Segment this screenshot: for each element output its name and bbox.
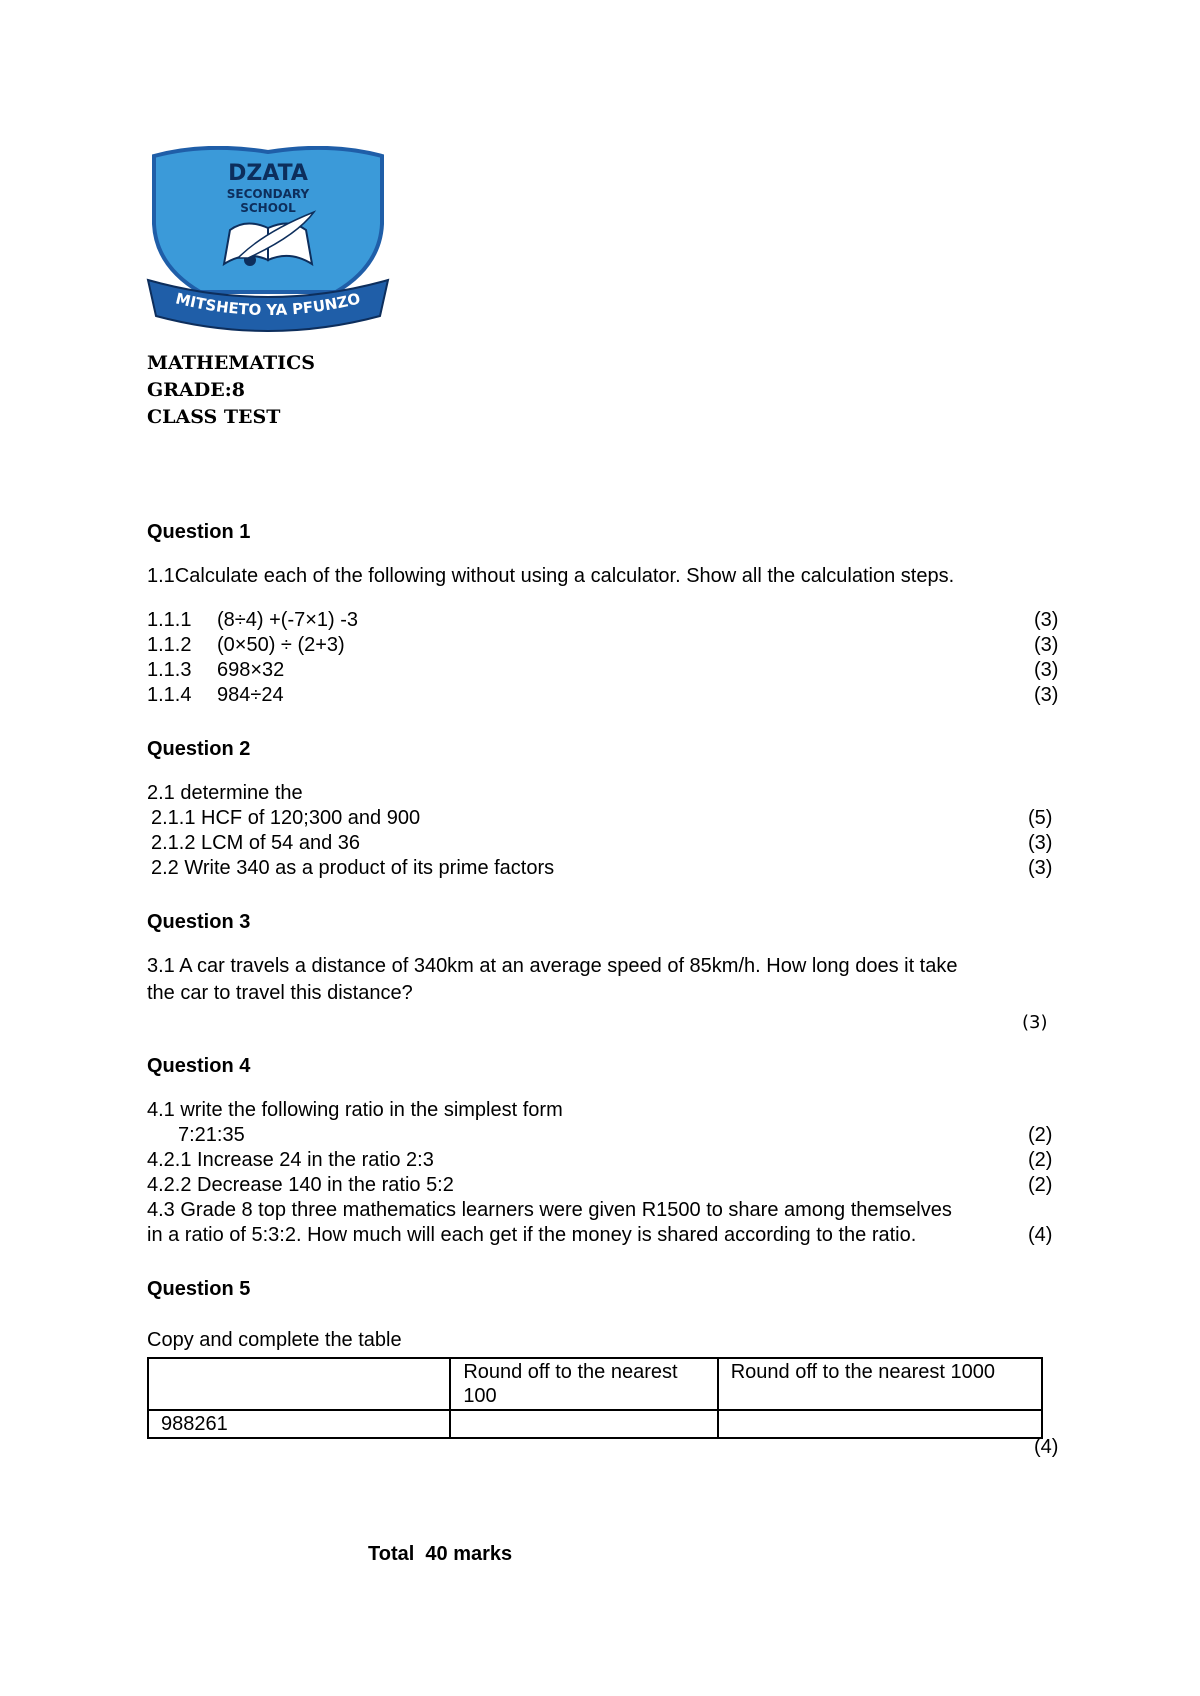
mark-1-1-3: (3) bbox=[1034, 659, 1059, 681]
question-3-line-1: 3.1 A car travels a distance of 340km at an average speed of 85km/h. How long does it take bbox=[147, 955, 958, 977]
mark-4-2-2: (2) bbox=[1028, 1174, 1053, 1196]
question-4-2-1: 4.2.1 Increase 24 in the ratio 2:3 bbox=[147, 1149, 434, 1171]
test-type: CLASS TEST bbox=[147, 406, 281, 428]
mark-2-1-1: (5) bbox=[1028, 807, 1053, 829]
table-header-cell: Round off to the nearest 100 bbox=[450, 1358, 717, 1410]
question-5-title: Question 5 bbox=[147, 1278, 251, 1300]
question-2-1-1: 2.1.1 HCF of 120;300 and 900 bbox=[151, 807, 421, 829]
mark-1-1-2: (3) bbox=[1034, 634, 1059, 656]
table-header-row bbox=[148, 1358, 1042, 1410]
question-2-1-2: 2.1.2 LCM of 54 and 36 bbox=[151, 832, 361, 854]
question-1-1-2: 1.1.2 (0×50) ÷ (2+3) bbox=[147, 634, 345, 656]
logo-line3: SCHOOL bbox=[240, 201, 296, 215]
question-4-3-line-2: in a ratio of 5:3:2. How much will each get if the money is shared according to the ratio. bbox=[147, 1224, 917, 1246]
mark-2-2: (3) bbox=[1028, 857, 1053, 879]
question-5-intro: Copy and complete the table bbox=[147, 1329, 402, 1351]
question-4-2-2: 4.2.2 Decrease 140 in the ratio 5:2 bbox=[147, 1174, 454, 1196]
question-2-intro: 2.1 determine the bbox=[147, 782, 303, 804]
question-1-1-3: 1.1.3 698×32 bbox=[147, 659, 285, 681]
question-1-intro: 1.1Calculate each of the following without using a calculator. Show all the calculation steps. bbox=[147, 565, 955, 587]
question-3-title: Question 3 bbox=[147, 911, 251, 933]
table-header-cell bbox=[148, 1358, 450, 1410]
question-1-1-1: 1.1.1 (8÷4) +(-7×1) -3 bbox=[147, 609, 359, 631]
mark-5: (4) bbox=[1034, 1436, 1059, 1458]
mark-1-1-4: (3) bbox=[1034, 684, 1059, 706]
logo-line2: SECONDARY bbox=[226, 187, 310, 201]
mark-4-1: (2) bbox=[1028, 1124, 1053, 1146]
question-4-1-ratio: 7:21:35 bbox=[178, 1124, 245, 1146]
logo-name: DZATA bbox=[228, 161, 308, 186]
logo-motto: MITSHETO YA PFUNZO bbox=[173, 289, 363, 320]
school-logo bbox=[146, 146, 390, 332]
question-2-2: 2.2 Write 340 as a product of its prime factors bbox=[151, 857, 555, 879]
test-header bbox=[147, 350, 315, 431]
table-cell bbox=[450, 1410, 717, 1438]
mark-3-1: (3) bbox=[1022, 1012, 1048, 1033]
grade-label: GRADE:8 bbox=[147, 379, 245, 401]
table-cell bbox=[718, 1410, 1042, 1438]
mark-1-1-1: (3) bbox=[1034, 609, 1059, 631]
table-row bbox=[148, 1410, 1042, 1438]
mark-4-2-1: (2) bbox=[1028, 1149, 1053, 1171]
table-cell: 988261 bbox=[148, 1410, 450, 1438]
mark-2-1-2: (3) bbox=[1028, 832, 1053, 854]
subject-title: MATHEMATICS bbox=[147, 352, 315, 374]
question-1-1-4: 1.1.4 984÷24 bbox=[147, 684, 284, 706]
total-marks: Total 40 marks bbox=[368, 1543, 513, 1565]
question-4-intro: 4.1 write the following ratio in the simplest form bbox=[147, 1099, 563, 1121]
question-1-title: Question 1 bbox=[147, 521, 251, 543]
question-2-title: Question 2 bbox=[147, 738, 251, 760]
mark-4-3: (4) bbox=[1028, 1224, 1053, 1246]
question-4-3-line-1: 4.3 Grade 8 top three mathematics learners were given R1500 to share among themselves bbox=[147, 1199, 952, 1221]
question-4-title: Question 4 bbox=[147, 1055, 251, 1077]
rounding-table bbox=[147, 1357, 1043, 1439]
question-3-line-2: the car to travel this distance? bbox=[147, 982, 413, 1004]
table-header-cell: Round off to the nearest 1000 bbox=[718, 1358, 1042, 1410]
